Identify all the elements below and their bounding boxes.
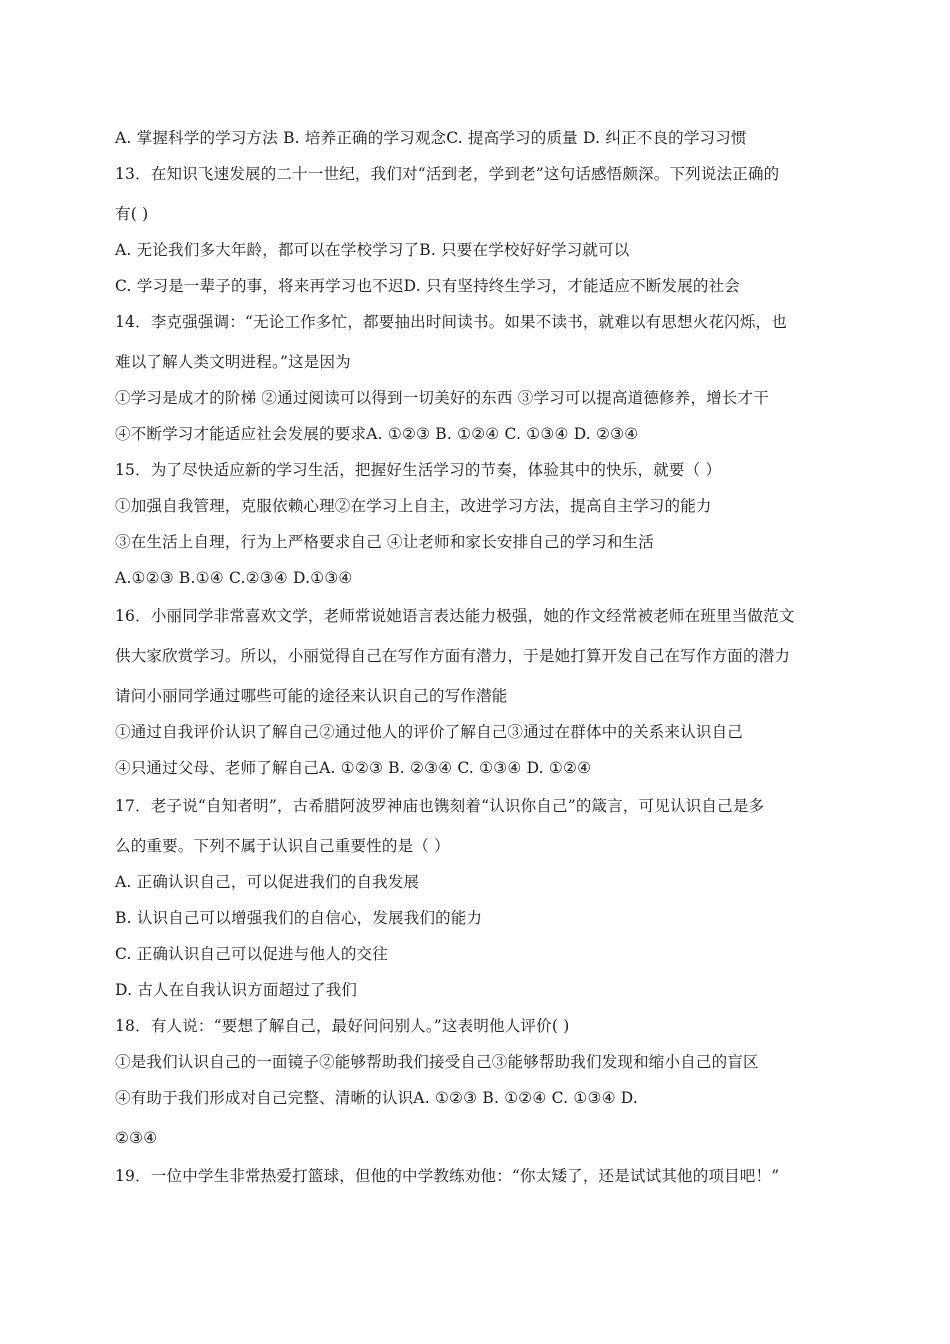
option-line-q12: A. 掌握科学的学习方法 B. 培养正确的学习观念C. 提高学习的质量 D. 纠正不良的学习习惯 — [115, 129, 747, 147]
question-17-stem: 17．老子说“自知者明”，古希腊阿波罗神庙也镌刻着“认识你自己”的箴言，可见认识自己是多 — [115, 797, 765, 815]
question-19-stem: 19．一位中学生非常热爱打篮球，但他的中学教练劝他：“你太矮了，还是试试其他的项目吧！” — [115, 1167, 780, 1185]
question-14-statements-2: ④不断学习才能适应社会发展的要求A. ①②③ B. ①②④ C. ①③④ D. ②③④ — [115, 425, 639, 443]
question-18-statements-2: ④有助于我们形成对自己完整、清晰的认识A. ①②③ B. ①②④ C. ①③④ D. — [115, 1089, 638, 1107]
question-18-statements-1: ①是我们认识自己的一面镜子②能够帮助我们接受自己③能够帮助我们发现和缩小自己的盲区 — [115, 1053, 759, 1071]
question-17-option-c: C. 正确认识自己可以促进与他人的交往 — [115, 945, 388, 963]
question-17-option-d: D. 古人在自我认识方面超过了我们 — [115, 981, 358, 999]
question-16-statements-1: ①通过自我评价认识了解自己②通过他人的评价了解自己③通过在群体中的关系来认识自己 — [115, 723, 744, 741]
question-15-options: A.①②③ B.①④ C.②③④ D.①③④ — [115, 569, 353, 587]
question-13-stem-cont: 有( ) — [115, 205, 149, 223]
question-17-option-b: B. 认识自己可以增强我们的自信心，发展我们的能力 — [115, 909, 483, 927]
question-14-stem-cont: 难以了解人类文明进程。”这是因为 — [115, 353, 351, 371]
question-16-stem-cont2: 请问小丽同学通过哪些可能的途径来认识自己的写作潜能 — [115, 687, 508, 705]
question-13-options-ab: A. 无论我们多大年龄，都可以在学校学习了B. 只要在学校好好学习就可以 — [115, 241, 630, 259]
question-16-statements-2: ④只通过父母、老师了解自己A. ①②③ B. ②③④ C. ①③④ D. ①②④ — [115, 759, 592, 777]
question-16-stem-cont: 供大家欣赏学习。所以，小丽觉得自己在写作方面有潜力，于是她打算开发自己在写作方面的潜力 — [115, 647, 791, 665]
question-17-stem-cont: 么的重要。下列不属于认识自己重要性的是（ ） — [115, 837, 450, 855]
question-18-stem: 18．有人说：“要想了解自己，最好问问别人。”这表明他人评价( ) — [115, 1017, 570, 1035]
question-15-stem: 15．为了尽快适应新的学习生活，把握好生活学习的节奏，体验其中的快乐，就要（ ） — [115, 461, 722, 479]
question-17-option-a: A. 正确认识自己，可以促进我们的自我发展 — [115, 873, 420, 891]
question-13-options-cd: C. 学习是一辈子的事，将来再学习也不迟D. 只有坚持终生学习，才能适应不断发展的社会 — [115, 277, 740, 295]
question-18-options-wrap: ②③④ — [115, 1129, 158, 1147]
question-15-statements-1: ①加强自我管理，克服依赖心理②在学习上自主，改进学习方法，提高自主学习的能力 — [115, 497, 712, 515]
question-15-statements-2: ③在生活上自理，行为上严格要求自己 ④让老师和家长安排自己的学习和生活 — [115, 533, 654, 551]
question-14-stem: 14．李克强强调：“无论工作多忙，都要抽出时间读书。如果不读书，就难以有思想火花闪烁，也 — [115, 313, 787, 331]
question-14-statements-1: ①学习是成才的阶梯 ②通过阅读可以得到一切美好的东西 ③学习可以提高道德修养，增长才干 — [115, 389, 769, 407]
question-16-stem: 16．小丽同学非常喜欢文学，老师常说她语言表达能力极强，她的作文经常被老师在班里当做范文 — [115, 607, 795, 625]
question-13-stem: 13．在知识飞速发展的二十一世纪，我们对“活到老，学到老”这句话感悟颇深。下列说法正确的 — [115, 165, 780, 183]
